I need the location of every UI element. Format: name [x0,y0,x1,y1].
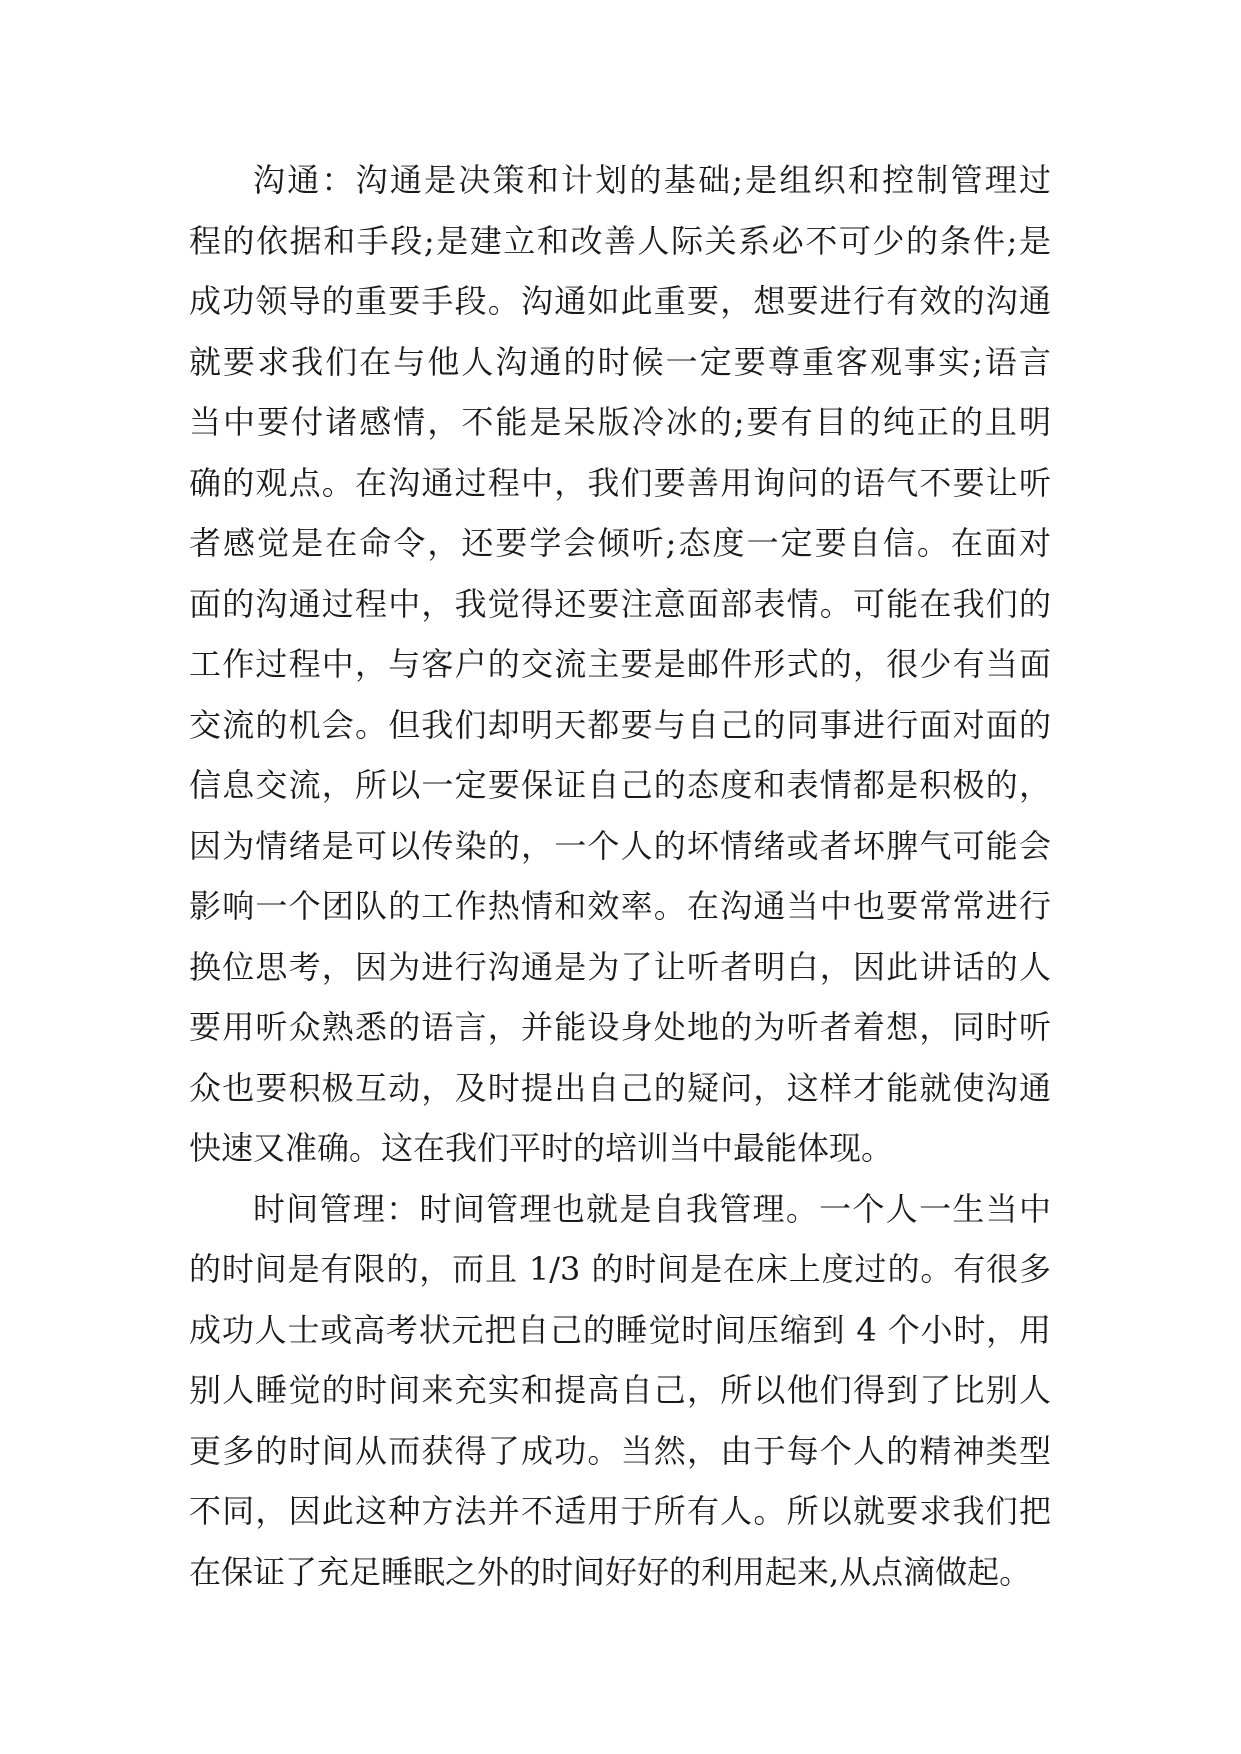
paragraph-line: 确的观点。在沟通过程中，我们要善用询问的语气不要让听 [189,463,1051,502]
paragraph-line: 程的依据和手段;是建立和改善人际关系必不可少的条件;是 [189,221,1051,260]
paragraph-line: 成功人士或高考状元把自己的睡觉时间压缩到 4 个小时，用 [189,1310,1051,1349]
paragraph-line: 快速又准确。这在我们平时的培训当中最能体现。 [189,1129,894,1167]
paragraph-line: 众也要积极互动，及时提出自己的疑问，这样才能就使沟通 [189,1068,1051,1107]
document-body [189,150,1051,1602]
paragraph-line: 别人睡觉的时间来充实和提高自己，所以他们得到了比别人 [189,1371,1051,1409]
paragraph-line: 信息交流，所以一定要保证自己的态度和表情都是积极的， [189,766,1051,804]
paragraph-line: 更多的时间从而获得了成功。当然，由于每个人的精神类型 [189,1431,1051,1470]
paragraph-line: 换位思考，因为进行沟通是为了让听者明白，因此讲话的人 [189,947,1051,986]
paragraph-line: 面的沟通过程中，我觉得还要注意面部表情。可能在我们的 [189,584,1051,623]
paragraph-line: 当中要付诸感情，不能是呆版冷冰的;要有目的纯正的且明 [189,403,1051,441]
paragraph-line: 要用听众熟悉的语言，并能设身处地的为听者着想，同时听 [189,1008,1051,1046]
paragraph-line: 沟通：沟通是决策和计划的基础;是组织和控制管理过 [253,161,1051,199]
paragraph-line: 就要求我们在与他人沟通的时候一定要尊重客观事实;语言 [189,342,1051,381]
paragraph-line: 不同，因此这种方法并不适用于所有人。所以就要求我们把 [189,1492,1051,1530]
paragraph-line: 在保证了充足睡眠之外的时间好好的利用起来,从点滴做起。 [189,1552,1032,1591]
paragraph-line: 时间管理：时间管理也就是自我管理。一个人一生当中 [253,1189,1051,1228]
paragraph-line: 影响一个团队的工作热情和效率。在沟通当中也要常常进行 [189,887,1051,925]
paragraph-line: 者感觉是在命令，还要学会倾听;态度一定要自信。在面对 [189,524,1051,562]
paragraph-line: 的时间是有限的，而且 1/3 的时间是在床上度过的。有很多 [189,1250,1051,1288]
paragraph-communication [189,150,1051,1179]
paragraph-time-management [189,1179,1051,1603]
paragraph-line: 因为情绪是可以传染的，一个人的坏情绪或者坏脾气可能会 [189,826,1051,865]
paragraph-line: 交流的机会。但我们却明天都要与自己的同事进行面对面的 [189,705,1051,744]
paragraph-line: 工作过程中，与客户的交流主要是邮件形式的，很少有当面 [189,645,1051,683]
paragraph-line: 成功领导的重要手段。沟通如此重要，想要进行有效的沟通 [189,282,1051,320]
